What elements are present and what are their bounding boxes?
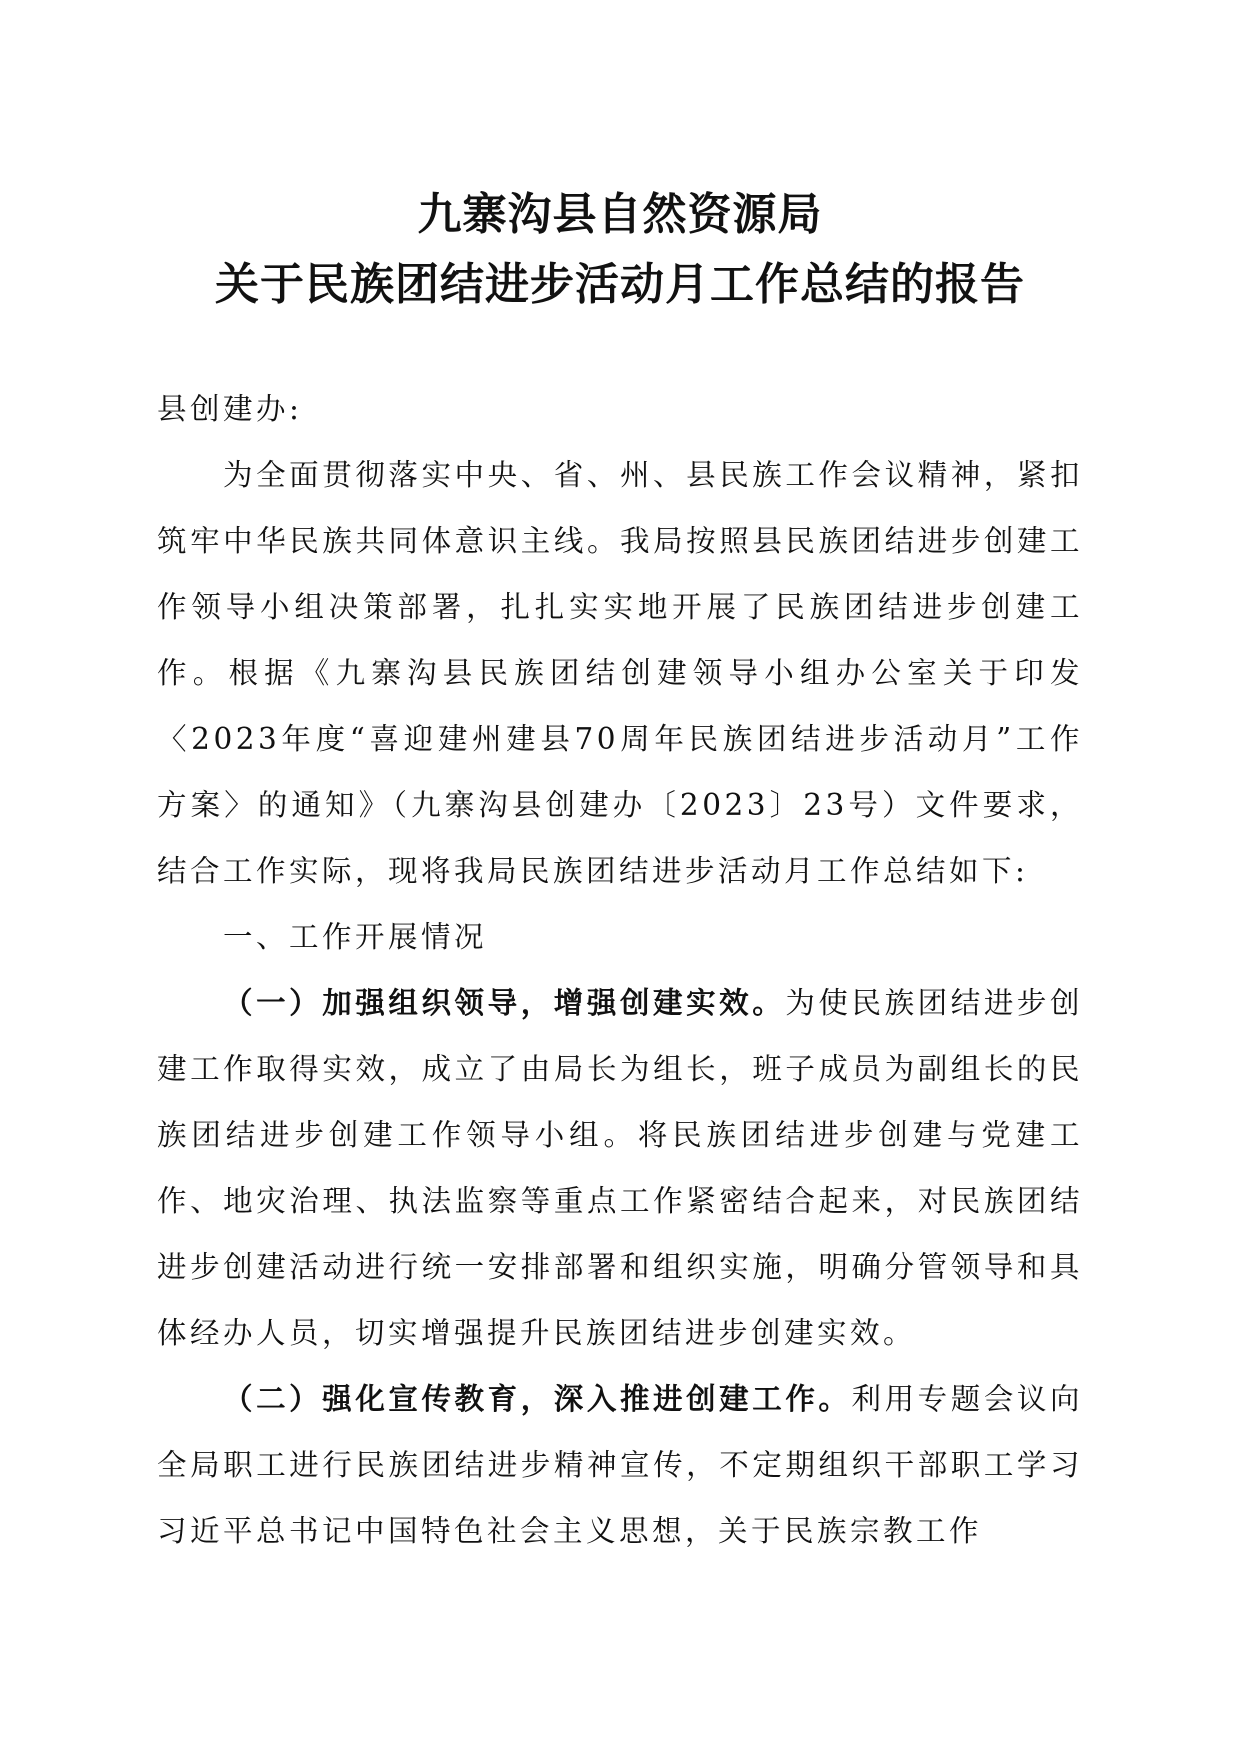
item-1-text: 为使民族团结进步创建工作取得实效，成立了由局长为组长，班子成员为副组长的民族团结进步创建工作领导小组。将民族团结进步创建与党建工作、地灾治理、执法监察等重点工作紧密结合起来，对民族团结进步创建活动进行统一安排部署和组织实施，明确分管领导和具体经办人员，切实增强提升民族团结进步创建实效。 <box>157 986 1083 1350</box>
title-line-2: 关于民族团结进步活动月工作总结的报告 <box>215 259 1025 310</box>
item-1-heading: （一）加强组织领导，增强创建实效。 <box>223 985 786 1020</box>
item-2-text: 利用专题会议向全局职工进行民族团结进步精神宣传，不定期组织干部职工学习习近平总书记中国特色社会主义思想，关于民族宗教工作 <box>157 1382 1083 1548</box>
salutation: 县创建办: <box>157 392 303 426</box>
document-body <box>157 376 1083 1564</box>
item-1-paragraph <box>157 970 1083 1366</box>
section-heading-1: 一、工作开展情况 <box>223 920 488 954</box>
item-2-heading: （二）强化宣传教育，深入推进创建工作。 <box>223 1381 852 1416</box>
title-line-1: 九寨沟县自然资源局 <box>417 189 823 240</box>
intro-paragraph: 为全面贯彻落实中央、省、州、县民族工作会议精神，紧扣筑牢中华民族共同体意识主线。我局按照县民族团结进步创建工作领导小组决策部署，扎扎实实地开展了民族团结进步创建工作。根据《九寨沟县民族团结创建领导小组办公室关于印发〈2023年度“喜迎建州建县70周年民族团结进步活动月”工作方案〉的通知》（九寨沟县创建办〔2023〕23号）文件要求，结合工作实际，现将我局民族团结进步活动月工作总结如下: <box>157 458 1083 888</box>
item-2-paragraph <box>157 1366 1083 1564</box>
document-title <box>0 180 1240 320</box>
